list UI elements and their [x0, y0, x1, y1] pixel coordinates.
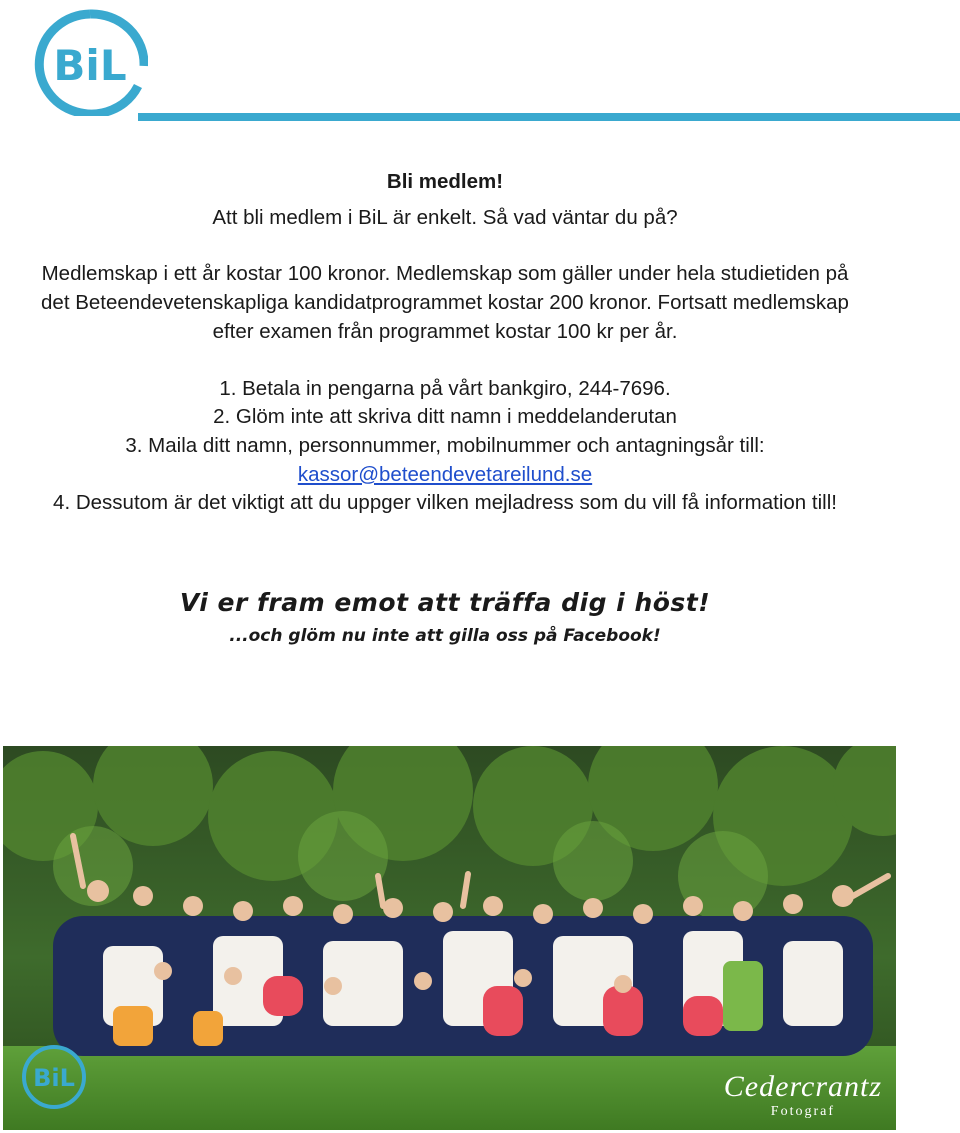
photographer-role: Fotograf [770, 1104, 835, 1119]
step-2: 2. Glöm inte att skriva ditt namn i meddelanderutan [213, 405, 677, 429]
step-3: 3. Maila ditt namn, personnummer, mobilnummer och antagningsår till: [125, 433, 765, 457]
photo-watermark-logo [19, 1042, 89, 1112]
logo-text: BiL [53, 41, 127, 90]
step-1: 1. Betala in pengarna på vårt bankgiro, 244-7696. [219, 376, 671, 400]
step-4: 4. Dessutom är det viktigt att du uppger vilken mejladress som du vill få information till! [53, 491, 837, 515]
email-link[interactable]: kassor@beteendevetareilund.se [297, 462, 593, 486]
bil-logo[interactable] [30, 6, 148, 116]
photographer-name: Cedercrantz [723, 1070, 882, 1103]
header-divider [138, 113, 960, 121]
closing-greeting: Vi er fram emot att träffa dig i höst! [179, 588, 711, 617]
watermark-logo-text: BiL [33, 1064, 75, 1092]
facebook-reminder: ...och glöm nu inte att gilla oss på Facebook! [229, 626, 661, 646]
photographer-credit [724, 1072, 882, 1120]
intro-text: Att bli medlem i BiL är enkelt. Så vad väntar du på? [212, 205, 678, 229]
fees-text: Medlemskap i ett år kostar 100 kronor. Medlemskap som gäller under hela studietiden på det Beteendevetenskapliga kandidatprogrammet kostar 200 kronor. Fortsatt medlemskap efter examen från programmet kostar 100 kr per år. [41, 262, 849, 343]
group-photo [3, 746, 896, 1130]
membership-info [40, 168, 850, 518]
page-title: Bli medlem! [386, 170, 504, 193]
bil-logo-icon [30, 6, 148, 116]
bil-watermark-icon [19, 1042, 89, 1112]
